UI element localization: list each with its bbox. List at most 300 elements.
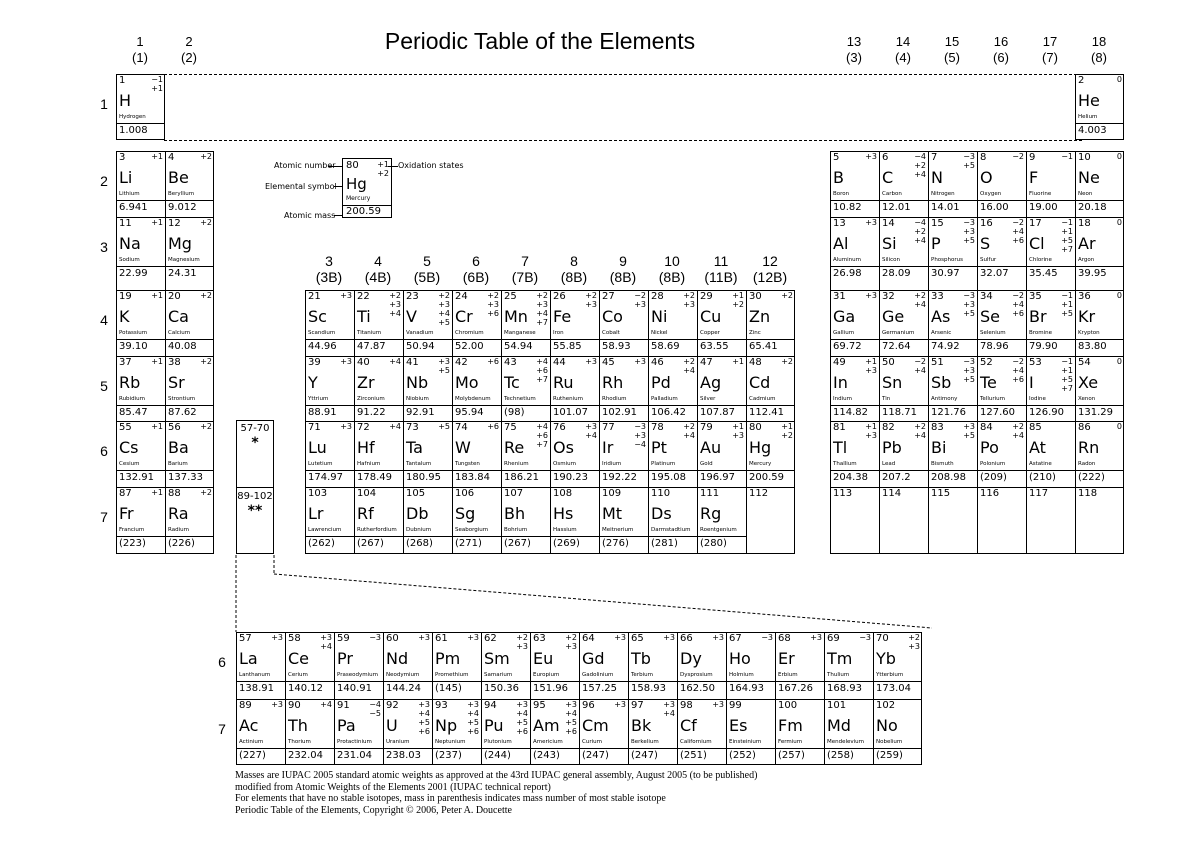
element-symbol: Re xyxy=(504,438,525,457)
element-symbol: U xyxy=(386,716,398,735)
element-symbol: Rh xyxy=(602,373,624,392)
oxidation-states: +2 xyxy=(200,218,212,227)
atomic-number: 83 xyxy=(931,422,944,433)
element-symbol: Ir xyxy=(602,438,614,457)
atomic-mass: (226) xyxy=(168,538,195,549)
element-symbol: Ga xyxy=(833,307,856,326)
atomic-mass: (237) xyxy=(435,750,462,761)
element-symbol: In xyxy=(833,373,848,392)
oxidation-states: +4 xyxy=(320,700,332,709)
atomic-mass: 164.93 xyxy=(729,683,764,694)
element-name: Copper xyxy=(700,330,720,336)
element-name: Rubidium xyxy=(119,396,145,402)
atomic-mass: 63.55 xyxy=(700,341,729,352)
oxidation-states: +3 xyxy=(614,633,626,642)
atomic-mass: 200.59 xyxy=(749,472,784,483)
element-name: Actinium xyxy=(239,739,264,745)
legend-z: 80 xyxy=(346,160,359,171)
atomic-number: 104 xyxy=(357,488,377,499)
legend-cell xyxy=(342,158,392,218)
footnote-line: Periodic Table of the Elements, Copyright © 2006, Peter A. Doucette xyxy=(235,804,512,816)
oxidation-states: +2 +3 xyxy=(516,633,528,651)
element-symbol: Po xyxy=(980,438,999,457)
atomic-number: 21 xyxy=(308,291,321,302)
element-name: Neon xyxy=(1078,191,1093,197)
element-name: Krypton xyxy=(1078,330,1100,336)
element-symbol: Rg xyxy=(700,504,722,523)
element-name: Fermium xyxy=(778,739,803,745)
oxidation-states: +3 xyxy=(340,357,352,366)
period-label-5: 5 xyxy=(100,378,108,394)
atomic-number: 52 xyxy=(980,357,993,368)
oxidation-states: −4 −5 xyxy=(369,700,381,718)
atomic-mass: 150.36 xyxy=(484,683,519,694)
element-name: Roentgenium xyxy=(700,527,737,533)
group-header-17: 17 (7) xyxy=(1042,34,1058,65)
element-symbol: Eu xyxy=(533,649,554,668)
atomic-mass: 20.18 xyxy=(1078,202,1107,213)
element-symbol: Lr xyxy=(308,504,324,523)
atomic-mass: (267) xyxy=(504,538,531,549)
element-name: Platinum xyxy=(651,461,676,467)
grid-line xyxy=(697,290,698,554)
series-period-label-7: 7 xyxy=(218,721,226,737)
element-name: Plutonium xyxy=(484,739,512,745)
grid-line xyxy=(481,632,482,765)
element-name: Gold xyxy=(700,461,713,467)
legend-mass: 200.59 xyxy=(346,206,381,217)
element-symbol: Rb xyxy=(119,373,141,392)
element-symbol: Se xyxy=(980,307,1000,326)
group-header-11: 11 (11B) xyxy=(704,253,738,285)
element-symbol: Sn xyxy=(882,373,903,392)
atomic-number: 63 xyxy=(533,633,546,644)
oxidation-states: +3 +4 +5 +6 xyxy=(565,700,577,736)
atomic-number: 2 xyxy=(1078,75,1085,86)
atomic-mass: 55.85 xyxy=(553,341,582,352)
atomic-mass: 30.97 xyxy=(931,268,960,279)
atomic-mass: (262) xyxy=(308,538,335,549)
atomic-number: 117 xyxy=(1029,488,1049,499)
element-symbol: Cu xyxy=(700,307,722,326)
atomic-number: 76 xyxy=(553,422,566,433)
footnote-line: For elements that have no stable isotopes, mass in parenthesis indicates mass number of most stable isotope xyxy=(235,793,666,804)
legend-arrow-line xyxy=(388,166,398,167)
oxidation-states: +2 xyxy=(200,152,212,161)
grid-line xyxy=(501,290,502,554)
oxidation-states: −3 +5 xyxy=(963,152,975,170)
period1-dashed-bottom xyxy=(164,140,1082,141)
oxidation-states: +1 +3 xyxy=(732,422,744,440)
oxidation-states: +1 xyxy=(151,357,163,366)
element-symbol: Mg xyxy=(168,234,192,253)
element-symbol: N xyxy=(931,168,943,187)
element-name: Holmium xyxy=(729,672,754,678)
element-name: Antimony xyxy=(931,396,958,402)
atomic-number: 105 xyxy=(406,488,426,499)
atomic-number: 70 xyxy=(876,633,889,644)
element-name: Silicon xyxy=(882,257,900,263)
element-name: Potassium xyxy=(119,330,148,336)
atomic-number: 93 xyxy=(435,700,448,711)
atomic-mass: 190.23 xyxy=(553,472,588,483)
oxidation-states: +4 +6 +7 xyxy=(536,422,548,449)
atomic-number: 108 xyxy=(553,488,573,499)
element-name: Strontium xyxy=(168,396,196,402)
atomic-mass: 58.93 xyxy=(602,341,631,352)
atomic-number: 68 xyxy=(778,633,791,644)
element-name: Radon xyxy=(1078,461,1096,467)
element-name: Rhenium xyxy=(504,461,529,467)
element-symbol: Li xyxy=(119,168,133,187)
oxidation-states: −2 +4 xyxy=(914,357,926,375)
atomic-number: 82 xyxy=(882,422,895,433)
element-symbol: Ni xyxy=(651,307,668,326)
element-name: Yttrium xyxy=(308,396,329,402)
element-symbol: Ag xyxy=(700,373,722,392)
element-symbol: Os xyxy=(553,438,574,457)
grid-line xyxy=(775,632,776,765)
grid-line xyxy=(879,151,880,554)
element-symbol: S xyxy=(980,234,991,253)
element-symbol: Cd xyxy=(749,373,771,392)
element-name: Promethium xyxy=(435,672,469,678)
element-name: Meitnerium xyxy=(602,527,634,533)
element-name: Gallium xyxy=(833,330,855,336)
element-name: Molybdenum xyxy=(455,396,491,402)
oxidation-states: 0 xyxy=(1116,152,1122,161)
atomic-mass: (244) xyxy=(484,750,511,761)
ref-divider xyxy=(237,487,273,488)
element-symbol: Cm xyxy=(582,716,609,735)
element-name: Beryllium xyxy=(168,191,195,197)
oxidation-states: +2 +4 xyxy=(914,291,926,309)
grid-line xyxy=(677,632,678,765)
element-symbol: Nd xyxy=(386,649,409,668)
element-symbol: V xyxy=(406,307,417,326)
element-symbol: Th xyxy=(288,716,308,735)
atomic-number: 49 xyxy=(833,357,846,368)
element-symbol: Cl xyxy=(1029,234,1045,253)
atomic-number: 24 xyxy=(455,291,468,302)
element-name: Thorium xyxy=(288,739,311,745)
atomic-number: 102 xyxy=(876,700,896,711)
atomic-mass: (223) xyxy=(119,538,146,549)
atomic-number: 44 xyxy=(553,357,566,368)
oxidation-states: +2 xyxy=(200,488,212,497)
atomic-number: 42 xyxy=(455,357,468,368)
atomic-mass: 24.31 xyxy=(168,268,197,279)
oxidation-states: +1 xyxy=(151,152,163,161)
group-header-8: 8 (8B) xyxy=(560,253,588,285)
atomic-number: 79 xyxy=(700,422,713,433)
series-reference-box xyxy=(236,420,274,554)
atomic-mass: 140.12 xyxy=(288,683,323,694)
element-name: Zirconium xyxy=(357,396,385,402)
page-title: Periodic Table of the Elements xyxy=(384,28,696,54)
atomic-mass: 79.90 xyxy=(1029,341,1058,352)
grid-line xyxy=(285,632,286,765)
element-symbol: Tl xyxy=(833,438,848,457)
grid-line xyxy=(1075,151,1076,554)
element-name: Bohrium xyxy=(504,527,528,533)
oxidation-states: 0 xyxy=(1116,291,1122,300)
element-name: Selenium xyxy=(980,330,1006,336)
element-symbol: Ds xyxy=(651,504,672,523)
atomic-number: 71 xyxy=(308,422,321,433)
oxidation-states: +3 xyxy=(634,357,646,366)
element-symbol: Nb xyxy=(406,373,429,392)
oxidation-states: −1 +1 +5 +7 xyxy=(1061,357,1073,393)
atomic-mass: 192.22 xyxy=(602,472,637,483)
atomic-mass: (98) xyxy=(504,407,525,418)
element-name: Dubnium xyxy=(406,527,432,533)
oxidation-states: +4 xyxy=(389,422,401,431)
element-name: Tellurium xyxy=(980,396,1005,402)
element-name: Osmium xyxy=(553,461,576,467)
element-name: Calcium xyxy=(168,330,191,336)
element-symbol: Zr xyxy=(357,373,375,392)
oxidation-states: +3 +4 xyxy=(585,422,597,440)
legend-oxidation-label: Oxidation states xyxy=(398,161,464,170)
element-name: Mercury xyxy=(749,461,772,467)
atomic-mass: 10.82 xyxy=(833,202,862,213)
element-name: Lead xyxy=(882,461,896,467)
atomic-number: 96 xyxy=(582,700,595,711)
element-symbol: Cr xyxy=(455,307,473,326)
atomic-mass: 180.95 xyxy=(406,472,441,483)
grid-line xyxy=(628,632,629,765)
element-symbol: Te xyxy=(980,373,997,392)
element-symbol: Xe xyxy=(1078,373,1099,392)
group-header-5: 5 (5B) xyxy=(413,253,441,285)
atomic-number: 23 xyxy=(406,291,419,302)
atomic-number: 28 xyxy=(651,291,664,302)
atomic-number: 85 xyxy=(1029,422,1042,433)
element-name: Fluorine xyxy=(1029,191,1052,197)
oxidation-states: +3 xyxy=(663,633,675,642)
atomic-mass: 40.08 xyxy=(168,341,197,352)
oxidation-states: −3 +3 +5 xyxy=(963,218,975,245)
element-name: Indium xyxy=(833,396,852,402)
atomic-mass: 22.99 xyxy=(119,268,148,279)
atomic-mass: (247) xyxy=(582,750,609,761)
atomic-mass: 173.04 xyxy=(876,683,911,694)
grid-line xyxy=(873,632,874,765)
element-name: Palladium xyxy=(651,396,678,402)
element-symbol: Pm xyxy=(435,649,461,668)
oxidation-states: +3 xyxy=(418,633,430,642)
atomic-mass: 19.00 xyxy=(1029,202,1058,213)
period1-dashed-top xyxy=(164,74,1082,75)
oxidation-states: −4 +2 +4 xyxy=(914,152,926,179)
oxidation-states: +1 +2 xyxy=(732,291,744,309)
atomic-number: 54 xyxy=(1078,357,1091,368)
atomic-number: 9 xyxy=(1029,152,1036,163)
element-symbol: Yb xyxy=(876,649,896,668)
element-symbol: No xyxy=(876,716,898,735)
element-name: Ytterbium xyxy=(876,672,904,678)
element-symbol: Pd xyxy=(651,373,671,392)
atomic-mass: (267) xyxy=(357,538,384,549)
element-symbol: At xyxy=(1029,438,1046,457)
period-label-6: 6 xyxy=(100,443,108,459)
oxidation-states: +3 xyxy=(467,633,479,642)
oxidation-states: −3 xyxy=(761,633,773,642)
element-symbol: Br xyxy=(1029,307,1047,326)
element-symbol: Ne xyxy=(1078,168,1100,187)
element-symbol: Sb xyxy=(931,373,952,392)
element-symbol: Ru xyxy=(553,373,574,392)
element-name: Iron xyxy=(553,330,564,336)
group-header-2: 2 (2) xyxy=(181,34,197,65)
grid-line xyxy=(599,290,600,554)
atomic-number: 84 xyxy=(980,422,993,433)
atomic-number: 48 xyxy=(749,357,762,368)
group-header-14: 14 (4) xyxy=(895,34,911,65)
element-name: Helium xyxy=(1078,114,1098,120)
atomic-number: 46 xyxy=(651,357,664,368)
atomic-mass: (145) xyxy=(435,683,462,694)
element-symbol: Hs xyxy=(553,504,574,523)
atomic-mass: 14.01 xyxy=(931,202,960,213)
element-name: Rhodium xyxy=(602,396,627,402)
oxidation-states: +3 xyxy=(865,152,877,161)
element-symbol: Mt xyxy=(602,504,623,523)
grid-line xyxy=(530,632,531,765)
element-symbol: Np xyxy=(435,716,458,735)
oxidation-states: +2 +4 xyxy=(683,357,695,375)
atomic-mass: (276) xyxy=(602,538,629,549)
element-name: Technetium xyxy=(504,396,536,402)
element-symbol: Sr xyxy=(168,373,185,392)
element-name: Nobelium xyxy=(876,739,903,745)
element-symbol: Bh xyxy=(504,504,526,523)
atomic-number: 90 xyxy=(288,700,301,711)
element-symbol: Ta xyxy=(406,438,423,457)
group-header-12: 12 (12B) xyxy=(752,253,788,285)
atomic-mass: 72.64 xyxy=(882,341,911,352)
atomic-number: 22 xyxy=(357,291,370,302)
atomic-mass: 50.94 xyxy=(406,341,435,352)
atomic-mass: 196.97 xyxy=(700,472,735,483)
atomic-mass: 126.90 xyxy=(1029,407,1064,418)
atomic-number: 77 xyxy=(602,422,615,433)
grid-line xyxy=(165,151,166,554)
oxidation-states: +2 +3 +4 +5 xyxy=(438,291,450,327)
atomic-number: 8 xyxy=(980,152,987,163)
element-symbol: Er xyxy=(778,649,795,668)
atomic-mass: (257) xyxy=(778,750,805,761)
element-name: Einsteinium xyxy=(729,739,762,745)
period-label-7: 7 xyxy=(100,509,108,525)
element-name: Vanadium xyxy=(406,330,434,336)
atomic-number: 50 xyxy=(882,357,895,368)
atomic-mass: (251) xyxy=(680,750,707,761)
atomic-mass: (227) xyxy=(239,750,266,761)
element-name: Lanthanum xyxy=(239,672,271,678)
oxidation-states: +3 +4 +5 +6 xyxy=(418,700,430,736)
legend-mass-label: Atomic mass xyxy=(284,211,336,220)
legend-name: Mercury xyxy=(346,195,371,202)
grid-line xyxy=(354,290,355,554)
block-frame xyxy=(116,74,165,140)
atomic-number: 115 xyxy=(931,488,951,499)
element-name: Cobalt xyxy=(602,330,620,336)
element-name: Carbon xyxy=(882,191,902,197)
oxidation-states: +3 +4 +5 +6 xyxy=(467,700,479,736)
atomic-mass: 238.03 xyxy=(386,750,421,761)
element-symbol: Md xyxy=(827,716,851,735)
legend-ox: +1 +2 xyxy=(377,160,389,178)
element-name: Zinc xyxy=(749,330,761,336)
atomic-number: 91 xyxy=(337,700,350,711)
atomic-mass: 58.69 xyxy=(651,341,680,352)
atomic-number: 59 xyxy=(337,633,350,644)
atomic-mass: 87.62 xyxy=(168,407,197,418)
oxidation-states: +3 +5 xyxy=(438,357,450,375)
atomic-mass: 106.42 xyxy=(651,407,686,418)
element-symbol: F xyxy=(1029,168,1039,187)
grid-line xyxy=(452,290,453,554)
atomic-number: 43 xyxy=(504,357,517,368)
period-label-4: 4 xyxy=(100,312,108,328)
atomic-mass: (243) xyxy=(533,750,560,761)
atomic-mass: 107.87 xyxy=(700,407,735,418)
element-symbol: He xyxy=(1078,91,1100,110)
element-name: Barium xyxy=(168,461,188,467)
atomic-mass: 131.29 xyxy=(1078,407,1113,418)
atomic-mass: 32.07 xyxy=(980,268,1009,279)
period-label-3: 3 xyxy=(100,239,108,255)
atomic-mass: 4.003 xyxy=(1078,125,1107,136)
atomic-number: 92 xyxy=(386,700,399,711)
oxidation-states: −3 +3 −4 xyxy=(634,422,646,449)
atomic-mass: 112.41 xyxy=(749,407,784,418)
atomic-mass: 39.10 xyxy=(119,341,148,352)
element-symbol: Gd xyxy=(582,649,605,668)
element-symbol: Na xyxy=(119,234,141,253)
element-name: Oxygen xyxy=(980,191,1002,197)
atomic-mass: (210) xyxy=(1029,472,1056,483)
element-symbol: Ho xyxy=(729,649,751,668)
atomic-number: 3 xyxy=(119,152,126,163)
element-name: Americium xyxy=(533,739,563,745)
atomic-mass: 9.012 xyxy=(168,202,197,213)
element-name: Berkelium xyxy=(631,739,659,745)
element-symbol: Am xyxy=(533,716,560,735)
atomic-number: 94 xyxy=(484,700,497,711)
atomic-mass: 26.98 xyxy=(833,268,862,279)
element-name: Phosphorus xyxy=(931,257,963,263)
element-symbol: K xyxy=(119,307,130,326)
element-symbol: Hf xyxy=(357,438,375,457)
element-symbol: Es xyxy=(729,716,748,735)
element-symbol: Cf xyxy=(680,716,697,735)
grid-line xyxy=(824,632,825,765)
element-name: Niobium xyxy=(406,396,429,402)
atomic-number: 118 xyxy=(1078,488,1098,499)
legend-symbol-label: Elemental symbol xyxy=(265,182,337,191)
element-symbol: Pa xyxy=(337,716,356,735)
atomic-number: 58 xyxy=(288,633,301,644)
element-symbol: H xyxy=(119,91,132,110)
oxidation-states: +1 xyxy=(151,291,163,300)
element-symbol: I xyxy=(1029,373,1034,392)
grid-line xyxy=(977,151,978,554)
atomic-mass: 95.94 xyxy=(455,407,484,418)
element-name: Radium xyxy=(168,527,189,533)
